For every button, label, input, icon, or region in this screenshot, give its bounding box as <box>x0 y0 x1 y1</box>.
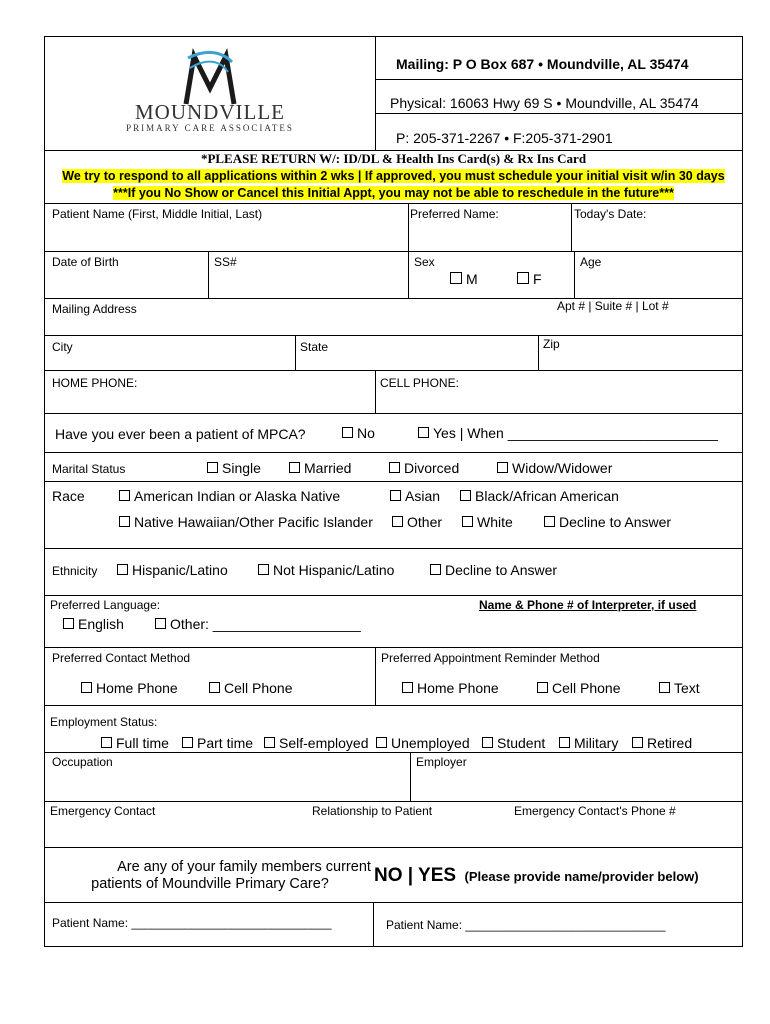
logo-subtitle: PRIMARY CARE ASSOCIATES <box>126 123 294 133</box>
employment-self-employed-checkbox[interactable]: Self-employed <box>264 735 369 751</box>
emergency-phone-field[interactable]: Emergency Contact's Phone # <box>514 804 676 818</box>
family-question-line-2: patients of Moundville Primary Care? <box>91 876 329 892</box>
todays-date-field[interactable]: Today's Date: <box>574 207 647 221</box>
mailing-address-field[interactable]: Mailing Address <box>52 302 137 316</box>
mailing-address: Mailing: P O Box 687 • Moundville, AL 35474 <box>396 56 689 72</box>
employment-status-label: Employment Status: <box>50 715 158 729</box>
notice-line-3: ***If you No Show or Cancel this Initial Appt, you may not be able to reschedule in the future*** <box>113 186 674 200</box>
sex-label: Sex <box>414 255 435 269</box>
marital-married-checkbox[interactable]: Married <box>289 460 351 476</box>
zip-field[interactable]: Zip <box>543 337 560 351</box>
logo-title: MOUNDVILLE <box>135 100 285 124</box>
emergency-relationship-field[interactable]: Relationship to Patient <box>312 804 433 818</box>
logo <box>124 48 296 138</box>
occupation-field[interactable]: Occupation <box>52 755 113 769</box>
race-black-checkbox[interactable]: Black/African American <box>460 488 619 504</box>
sex-f-checkbox[interactable]: F <box>517 271 542 287</box>
notice-line-1: *PLEASE RETURN W/: ID/DL & Health Ins Card(s) & Rx Ins Card <box>200 151 587 166</box>
contact-method-label: Preferred Contact Method <box>52 651 191 665</box>
dob-field[interactable]: Date of Birth <box>52 255 119 269</box>
family-answer-note: (Please provide name/provider below) <box>464 869 699 884</box>
language-other-checkbox[interactable]: Other: ___________________ <box>155 616 361 632</box>
interpreter-label: Name & Phone # of Interpreter, if used <box>479 598 697 612</box>
state-field[interactable]: State <box>300 340 329 354</box>
race-label: Race <box>52 488 85 504</box>
employment-retired-checkbox[interactable]: Retired <box>632 735 692 751</box>
home-phone-field[interactable]: HOME PHONE: <box>52 376 138 390</box>
sex-m-checkbox[interactable]: M <box>450 271 478 287</box>
language-english-checkbox[interactable]: English <box>63 616 124 632</box>
ethnicity-label: Ethnicity <box>52 564 98 578</box>
ssn-field[interactable]: SS# <box>214 255 237 269</box>
patient-name-field[interactable]: Patient Name (First, Middle Initial, Last) <box>52 207 263 221</box>
contact-cell-phone-checkbox[interactable]: Cell Phone <box>209 680 293 696</box>
race-hawaiian-checkbox[interactable]: Native Hawaiian/Other Pacific Islander <box>119 514 373 530</box>
previous-patient-no-checkbox[interactable]: No <box>342 425 375 441</box>
phone-fax: P: 205-371-2267 • F:205-371-2901 <box>396 130 613 146</box>
apt-suite-lot-field[interactable]: Apt # | Suite # | Lot # <box>557 299 669 313</box>
age-field[interactable]: Age <box>580 255 602 269</box>
employment-student-checkbox[interactable]: Student <box>482 735 545 751</box>
city-field[interactable]: City <box>52 340 73 354</box>
ethnicity-decline-checkbox[interactable]: Decline to Answer <box>430 562 557 578</box>
race-white-checkbox[interactable]: White <box>462 514 513 530</box>
cell-phone-field[interactable]: CELL PHONE: <box>380 376 459 390</box>
family-patient-name-2[interactable]: Patient Name: ______________________________ <box>386 918 666 932</box>
notice-line-2: We try to respond to all applications within 2 wks | If approved, you must schedule your initial visit w/in 30 days <box>62 169 725 183</box>
race-other-checkbox[interactable]: Other <box>392 514 442 530</box>
marital-widow-checkbox[interactable]: Widow/Widower <box>497 460 612 476</box>
family-question-line-1: Are any of your family members current <box>117 859 371 875</box>
emergency-contact-field[interactable]: Emergency Contact <box>50 804 156 818</box>
previous-patient-question: Have you ever been a patient of MPCA? <box>55 426 306 442</box>
reminder-home-phone-checkbox[interactable]: Home Phone <box>402 680 499 696</box>
marital-divorced-checkbox[interactable]: Divorced <box>389 460 459 476</box>
family-answer[interactable]: NO | YES <box>374 865 457 886</box>
race-american-indian-checkbox[interactable]: American Indian or Alaska Native <box>119 488 340 504</box>
reminder-cell-phone-checkbox[interactable]: Cell Phone <box>537 680 621 696</box>
employment-unemployed-checkbox[interactable]: Unemployed <box>376 735 470 751</box>
previous-patient-yes-checkbox[interactable]: Yes | When ___________________________ <box>418 425 718 441</box>
ethnicity-hispanic-checkbox[interactable]: Hispanic/Latino <box>117 562 228 578</box>
employment-full-time-checkbox[interactable]: Full time <box>101 735 169 751</box>
reminder-method-label: Preferred Appointment Reminder Method <box>381 651 600 665</box>
employment-part-time-checkbox[interactable]: Part time <box>182 735 253 751</box>
marital-single-checkbox[interactable]: Single <box>207 460 261 476</box>
race-asian-checkbox[interactable]: Asian <box>390 488 440 504</box>
employer-field[interactable]: Employer <box>416 755 467 769</box>
preferred-name-field[interactable]: Preferred Name: <box>410 207 499 221</box>
physical-address: Physical: 16063 Hwy 69 S • Moundville, AL 35474 <box>390 95 699 111</box>
race-decline-checkbox[interactable]: Decline to Answer <box>544 514 671 530</box>
logo-mark-icon <box>124 48 296 106</box>
employment-military-checkbox[interactable]: Military <box>559 735 618 751</box>
reminder-text-checkbox[interactable]: Text <box>659 680 700 696</box>
family-patient-name-1[interactable]: Patient Name: ______________________________ <box>52 916 332 930</box>
ethnicity-not-hispanic-checkbox[interactable]: Not Hispanic/Latino <box>258 562 394 578</box>
preferred-language-label: Preferred Language: <box>50 598 161 612</box>
contact-home-phone-checkbox[interactable]: Home Phone <box>81 680 178 696</box>
marital-status-label: Marital Status <box>52 462 126 476</box>
